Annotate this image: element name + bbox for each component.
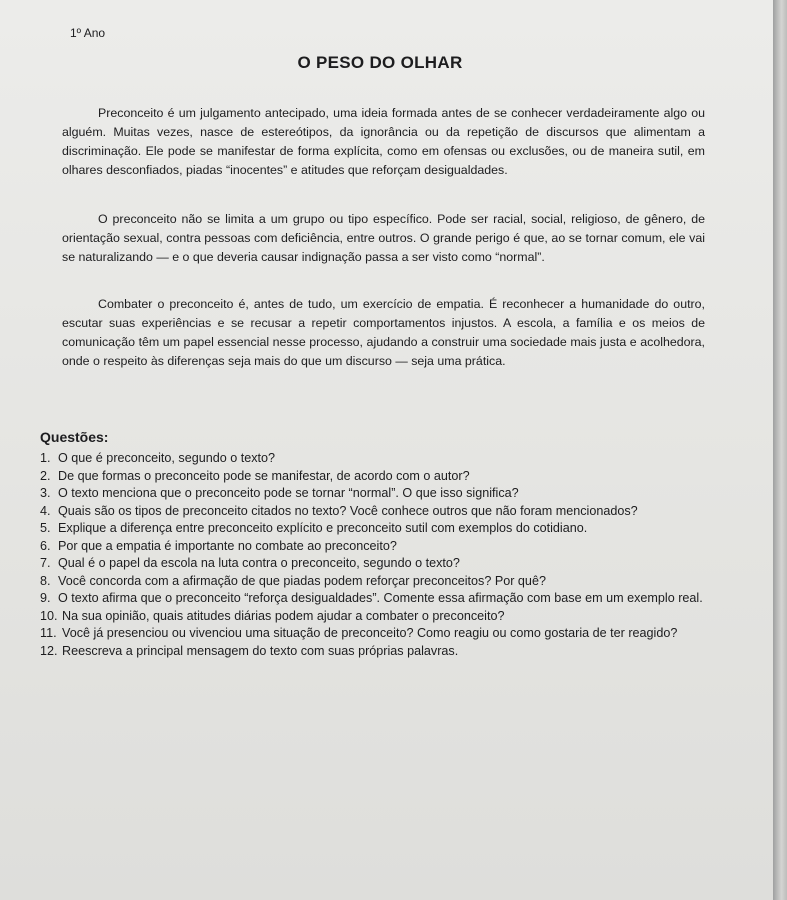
question-text: Por que a empatia é importante no combate ao preconceito? (58, 538, 397, 553)
question-text: Na sua opinião, quais atitudes diárias podem ajudar a combater o preconceito? (62, 608, 505, 623)
question-number: 11. (40, 626, 57, 640)
question-number: 4. (40, 503, 51, 518)
question-item (40, 538, 715, 556)
question-item (40, 485, 715, 503)
question-number: 8. (40, 573, 51, 588)
grade-label: 1º Ano (70, 26, 106, 40)
question-number: 6. (40, 538, 51, 553)
paper-edge (773, 0, 787, 900)
question-number: 2. (40, 468, 51, 483)
questions-list (40, 450, 715, 660)
question-text: Reescreva a principal mensagem do texto com suas próprias palavras. (62, 643, 459, 658)
question-item (40, 608, 715, 626)
page-title: O PESO DO OLHAR (297, 53, 463, 72)
question-item (40, 503, 715, 521)
questions-heading: Questões: (40, 429, 109, 445)
paragraph-3: Combater o preconceito é, antes de tudo, um exercício de empatia. É reconhecer a humanidade do outro, escutar suas experiências e se recusar a repetir comportamentos injustos. A escola, a família e os meios de comunicação têm um papel essencial nesse processo, ajudando a construir uma sociedade mais justa e acolhedora, onde o respeito às diferenças seja mais do que um discurso — seja uma prática. (62, 297, 705, 368)
question-item (40, 450, 715, 468)
question-item (40, 468, 715, 486)
question-text: O texto menciona que o preconceito pode se tornar “normal”. O que isso significa? (58, 486, 519, 500)
question-number: 5. (40, 521, 51, 535)
question-number: 12. (40, 643, 58, 658)
question-item (40, 643, 715, 661)
question-item (40, 625, 715, 643)
question-text: Qual é o papel da escola na luta contra o preconceito, segundo o texto? (58, 556, 460, 570)
question-number: 1. (40, 451, 51, 465)
question-number: 3. (40, 486, 51, 500)
question-item (40, 520, 715, 538)
paragraph-2: O preconceito não se limita a um grupo ou tipo específico. Pode ser racial, social, religioso, de gênero, de orientação sexual, contra pessoas com deficiência, entre outros. O grande perigo é que, ao se tornar comum, ele vai se naturalizando — e o que deveria causar indignação passa a ser visto como “normal”. (62, 212, 705, 264)
question-item (40, 590, 715, 608)
question-text: Quais são os tipos de preconceito citados no texto? Você conhece outros que não foram mencionados? (58, 503, 638, 518)
question-number: 10. (40, 608, 58, 623)
question-text: O que é preconceito, segundo o texto? (58, 451, 276, 465)
question-item (40, 555, 715, 573)
question-text: O texto afirma que o preconceito “reforça desigualdades”. Comente essa afirmação com base em um exemplo real. (58, 591, 703, 605)
paragraph-1: Preconceito é um julgamento antecipado, uma ideia formada antes de se conhecer verdadeiramente algo ou alguém. Muitas vezes, nasce de estereótipos, da ignorância ou da repetição de discursos que alimentam a discriminação. Ele pode se manifestar de forma explícita, como em ofensas ou exclusões, ou de maneira sutil, em olhares desconfiados, piadas “inocentes” e atitudes que reforçam desigualdades. (62, 106, 705, 177)
question-text: Você concorda com a afirmação de que piadas podem reforçar preconceitos? Por quê? (58, 573, 546, 588)
question-text: Explique a diferença entre preconceito explícito e preconceito sutil com exemplos do cotidiano. (58, 521, 588, 535)
question-text: De que formas o preconceito pode se manifestar, de acordo com o autor? (58, 468, 470, 483)
question-number: 9. (40, 591, 51, 605)
question-number: 7. (40, 556, 51, 570)
question-item (40, 573, 715, 591)
question-text: Você já presenciou ou vivenciou uma situação de preconceito? Como reagiu ou como gostaria de ter reagido? (62, 626, 678, 640)
